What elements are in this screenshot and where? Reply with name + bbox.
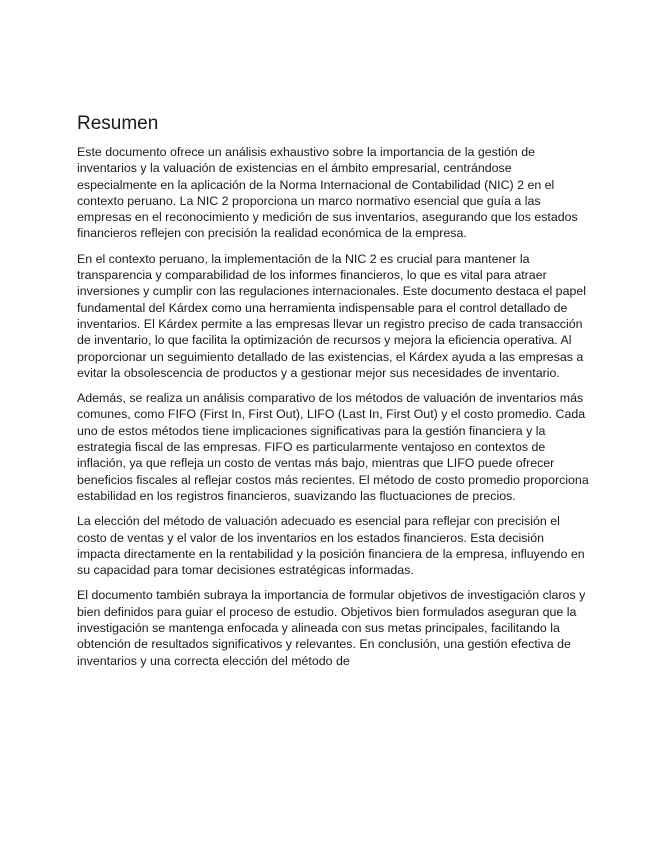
document-content <box>77 112 589 678</box>
section-title: Resumen <box>77 113 159 134</box>
paragraph-5: El documento también subraya la importancia de formular objetivos de investigación claros y bien definidos para guiar el proceso de estudio. Objetivos bien formulados aseguran que la investigación se mantenga enfocada y alineada con sus metas principales, facilitando la obtención de resultados significativos y relevantes. En conclusión, una gestión efectiva de inventarios y una correcta elección del método de <box>77 588 586 668</box>
paragraph-1: Este documento ofrece un análisis exhaustivo sobre la importancia de la gestión de inventarios y la valuación de existencias en el ámbito empresarial, centrándose especialmente en la aplicación de la Norma Internacional de Contabilidad (NIC) 2 en el contexto peruano. La NIC 2 proporciona un marco normativo esencial que guía a las empresas en el reconocimiento y medición de sus inventarios, asegurando que los estados financieros reflejen con precisión la realidad económica de la empresa. <box>77 145 578 241</box>
paragraph-2: En el contexto peruano, la implementación de la NIC 2 es crucial para mantener la transparencia y comparabilidad de los informes financieros, lo que es vital para atraer inversiones y cumplir con las regulaciones internacionales. Este documento destaca el papel fundamental del Kárdex como una herramienta indispensable para el control detallado de inventarios. El Kárdex permite a las empresas llevar un registro preciso de cada transacción de inventario, lo que facilita la optimización de recursos y mejora la eficiencia operativa. Al proporcionar un seguimiento detallado de las existencias, el Kárdex ayuda a las empresas a evitar la obsolescencia de productos y a gestionar mejor sus necesidades de inventario. <box>77 251 586 380</box>
paragraph-3: Además, se realiza un análisis comparativo de los métodos de valuación de inventarios más comunes, como FIFO (First In, First Out), LIFO (Last In, First Out) y el costo promedio. Cada uno de estos métodos tiene implicaciones significativas para la gestión financiera y la estrategia fiscal de las empresas. FIFO es particularmente ventajoso en contextos de inflación, ya que refleja un costo de ventas más bajo, mientras que LIFO puede ofrecer beneficios fiscales al reflejar costos más recientes. El método de costo promedio proporciona estabilidad en los registros financieros, suavizando las fluctuaciones de precios. <box>77 391 589 503</box>
paragraph-4: La elección del método de valuación adecuado es esencial para reflejar con precisión el costo de ventas y el valor de los inventarios en los estados financieros. Esta decisión impacta directamente en la rentabilidad y la posición financiera de la empresa, influyendo en su capacidad para tomar decisiones estratégicas informadas. <box>77 514 585 578</box>
